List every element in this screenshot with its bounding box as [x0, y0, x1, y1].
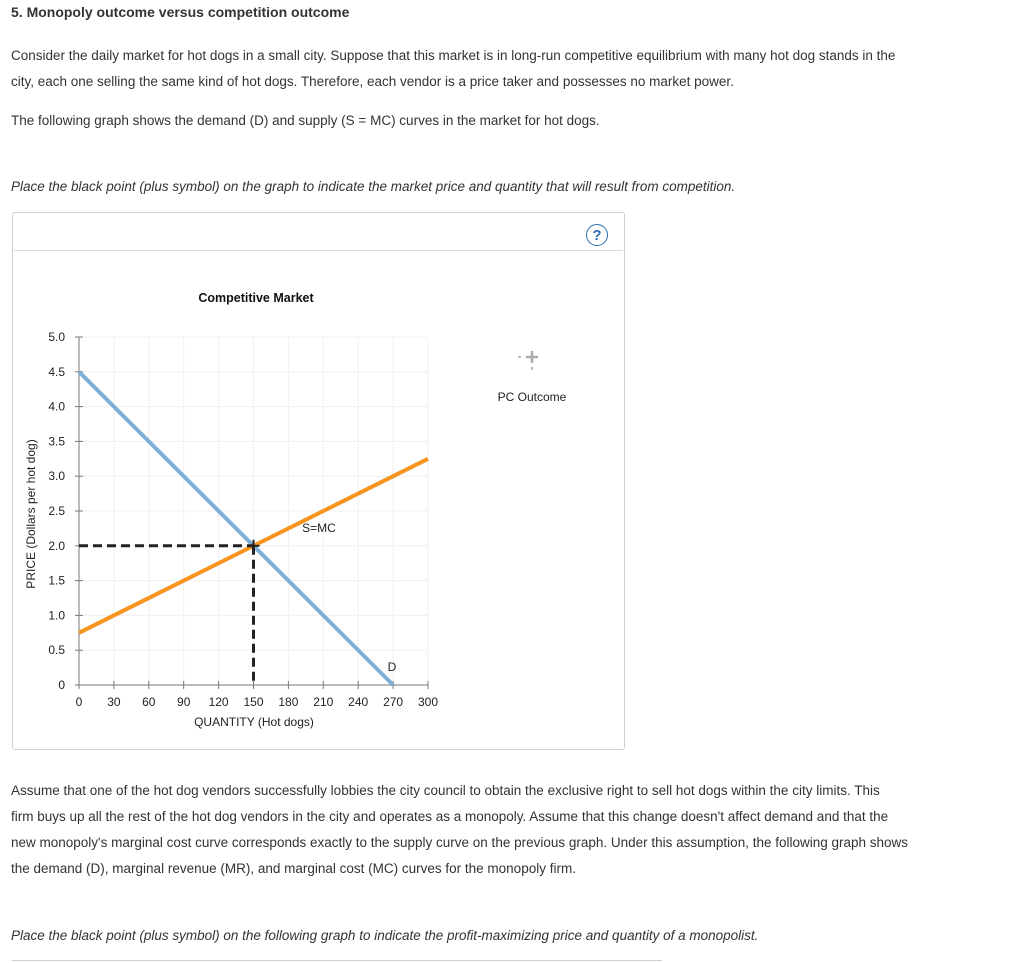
- x-tick-label: 210: [313, 695, 334, 709]
- chart-title: Competitive Market: [198, 291, 314, 305]
- palette-dash-bottom: [531, 367, 533, 370]
- y-axis-label: PRICE (Dollars per hot dog): [24, 439, 38, 589]
- instruction-monopoly: Place the black point (plus symbol) on the following graph to indicate the profit-maximizing price and quantity of a monopolist.: [11, 928, 759, 943]
- y-tick-label: 4.0: [48, 399, 65, 414]
- y-axis-ticks: [48, 330, 83, 692]
- x-tick-label: 60: [142, 695, 156, 709]
- question-title: 5. Monopoly outcome versus competition outcome: [11, 4, 350, 20]
- intro-line-1: Consider the daily market for hot dogs in a small city. Suppose that this market is in long-run competitive equilibrium with many hot dog stands in the: [11, 48, 896, 63]
- x-tick-label: 0: [75, 695, 83, 709]
- y-tick-label: 2.0: [48, 538, 65, 553]
- y-tick-label: 3.5: [48, 434, 65, 449]
- y-tick-label: 4.5: [48, 364, 65, 379]
- y-tick-label: 1.0: [48, 608, 65, 623]
- pc-outcome-point[interactable]: [79, 540, 260, 685]
- monopoly-paragraph: [11, 778, 908, 882]
- next-panel-edge: [12, 960, 662, 961]
- x-tick-label: 120: [208, 695, 229, 709]
- x-tick-label: 300: [417, 695, 439, 709]
- palette-dash-left: [518, 356, 521, 358]
- x-tick-label: 270: [383, 695, 404, 709]
- y-tick-label: 1.5: [48, 573, 65, 588]
- instruction-competition: Place the black point (plus symbol) on the graph to indicate the market price and quantity that will result from competition.: [11, 179, 736, 194]
- palette[interactable]: [518, 351, 538, 370]
- x-axis-label: QUANTITY (Hot dogs): [194, 715, 314, 729]
- y-tick-label: 3.0: [48, 469, 65, 484]
- palette-label: PC Outcome: [497, 390, 567, 404]
- x-tick-label: 30: [107, 695, 121, 709]
- y-tick-label: 0: [58, 678, 65, 692]
- supply-curve-label: S=MC: [302, 521, 336, 535]
- demand-curve: [79, 372, 393, 685]
- monopoly-line-3: new monopoly's marginal cost curve corresponds exactly to the supply curve on the previous graph. Under this assumption, the following graph shows: [11, 835, 909, 850]
- monopoly-line-1: Assume that one of the hot dog vendors successfully lobbies the city council to obtain the exclusive right to sell hot dogs within the city limits. This: [11, 783, 880, 798]
- demand-curve-label: D: [387, 660, 397, 674]
- y-tick-label: 2.5: [48, 504, 65, 518]
- x-tick-label: 180: [278, 695, 299, 709]
- x-tick-label: 240: [348, 695, 369, 709]
- monopoly-line-4: the demand (D), marginal revenue (MR), and marginal cost (MC) curves for the monopoly firm.: [11, 861, 576, 876]
- help-icon[interactable]: ?: [586, 224, 608, 246]
- y-tick-label: 5.0: [48, 330, 65, 344]
- monopoly-line-2: firm buys up all the rest of the hot dog vendors in the city and operates as a monopoly. Assume that this change doesn't affect demand and that the: [11, 809, 889, 824]
- x-tick-label: 90: [177, 695, 191, 709]
- intro-line-2: city, each one selling the same kind of hot dogs. Therefore, each vendor is a price taker and possesses no market power.: [11, 74, 734, 89]
- y-tick-label: 0.5: [48, 643, 65, 658]
- x-tick-label: 150: [243, 695, 264, 709]
- graph-description: The following graph shows the demand (D) and supply (S = MC) curves in the market for hot dogs.: [11, 113, 600, 128]
